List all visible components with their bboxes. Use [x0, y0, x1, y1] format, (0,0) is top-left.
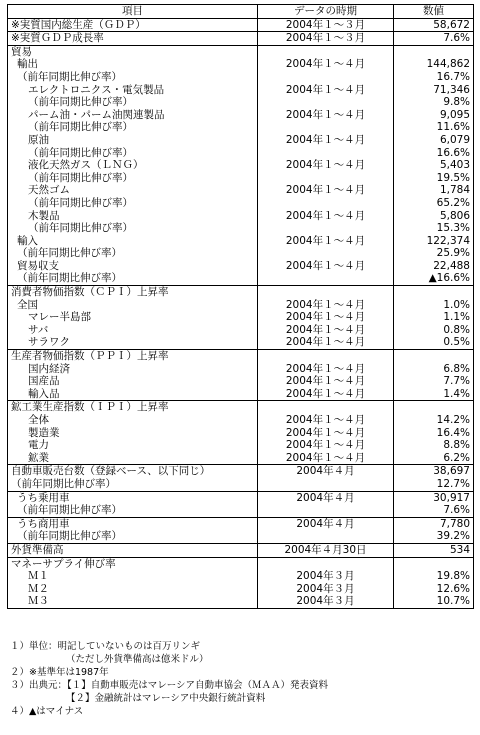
- row-label: （前年同期比伸び率）: [8, 222, 258, 235]
- table-header-row: [8, 5, 474, 19]
- row-period: 2004年１～４月: [258, 109, 394, 122]
- row-label: （前年同期比伸び率）: [8, 272, 258, 285]
- row-label: （前年同期比伸び率）: [8, 172, 258, 185]
- table-row: [8, 324, 474, 337]
- row-value: 19.8%: [394, 570, 474, 583]
- row-period: [258, 172, 394, 185]
- row-period: 2004年４月: [258, 491, 394, 504]
- row-value: 7.6%: [394, 32, 474, 46]
- row-label: Ｍ３: [8, 595, 258, 608]
- table-row: [8, 32, 474, 46]
- row-period: [258, 247, 394, 260]
- table-row: [8, 363, 474, 376]
- table-row: [8, 18, 474, 32]
- row-value: 0.5%: [394, 336, 474, 349]
- table-row: [8, 159, 474, 172]
- row-label: エレクトロニクス・電気製品: [8, 84, 258, 97]
- row-period: [258, 286, 394, 299]
- row-value: [394, 401, 474, 414]
- row-value: [394, 45, 474, 58]
- footnote-minus: ４）▲はマイナス: [10, 706, 84, 717]
- table-row: [8, 247, 474, 260]
- row-value: 1.0%: [394, 299, 474, 312]
- row-period: 2004年１～３月: [258, 32, 394, 46]
- row-label: （前年同期比伸び率）: [8, 197, 258, 210]
- row-value: 1.4%: [394, 388, 474, 401]
- row-period: 2004年１～４月: [258, 84, 394, 97]
- footnote-unit: １）単位：明記していないものは百万リンギ: [10, 641, 201, 652]
- table-row: [8, 121, 474, 134]
- row-period: [258, 222, 394, 235]
- row-value: [394, 350, 474, 363]
- footnote-unit-exception: （ただし外貨準備高は億米ドル）: [66, 654, 209, 665]
- table-row: [8, 184, 474, 197]
- row-period: 2004年１～４月: [258, 414, 394, 427]
- table-row: [8, 222, 474, 235]
- row-label: 天然ゴム: [8, 184, 258, 197]
- row-label: 国産品: [8, 375, 258, 388]
- row-period: 2004年１～４月: [258, 427, 394, 440]
- row-label: （前年同期比伸び率）: [8, 247, 258, 260]
- footnotes: [10, 640, 470, 718]
- row-label: 輸入品: [8, 388, 258, 401]
- row-value: 58,672: [394, 18, 474, 32]
- table-row: [8, 452, 474, 465]
- row-value: 16.6%: [394, 147, 474, 160]
- row-label: 原油: [8, 134, 258, 147]
- row-period: [258, 147, 394, 160]
- row-period: [258, 272, 394, 285]
- row-label: うち乗用車: [8, 491, 258, 504]
- row-value: 11.6%: [394, 121, 474, 134]
- row-label: 鉱業: [8, 452, 258, 465]
- row-period: [258, 557, 394, 570]
- row-value: [394, 286, 474, 299]
- table-row: [8, 311, 474, 324]
- row-period: 2004年１～４月: [258, 134, 394, 147]
- row-value: 19.5%: [394, 172, 474, 185]
- row-label: 全体: [8, 414, 258, 427]
- row-period: 2004年１～４月: [258, 336, 394, 349]
- row-period: 2004年１～４月: [258, 235, 394, 248]
- row-period: [258, 530, 394, 543]
- table-row: [8, 583, 474, 596]
- row-value: 7,780: [394, 517, 474, 530]
- header-period: データの時期: [258, 5, 394, 19]
- table-row: [8, 336, 474, 349]
- row-value: 5,403: [394, 159, 474, 172]
- row-label: パーム油・パーム油関連製品: [8, 109, 258, 122]
- row-value: 8.8%: [394, 439, 474, 452]
- table-row: [8, 272, 474, 285]
- table-row: [8, 595, 474, 608]
- row-value: 9.8%: [394, 96, 474, 109]
- table-row: [8, 260, 474, 273]
- table-row: [8, 465, 474, 478]
- row-value: 15.3%: [394, 222, 474, 235]
- table-row: [8, 504, 474, 517]
- row-label: （前年同期比伸び率）: [8, 121, 258, 134]
- row-value: 9,095: [394, 109, 474, 122]
- row-label: サバ: [8, 324, 258, 337]
- row-label: Ｍ１: [8, 570, 258, 583]
- table-row: [8, 439, 474, 452]
- row-label: 鉱工業生産指数（ＩＰＩ）上昇率: [8, 401, 258, 414]
- table-body: [8, 18, 474, 608]
- row-label: ※実質ＧＤＰ成長率: [8, 32, 258, 46]
- table-row: [8, 147, 474, 160]
- row-value: 22,488: [394, 260, 474, 273]
- table-row: [8, 350, 474, 363]
- row-label: （前年同期比伸び率）: [8, 147, 258, 160]
- row-period: [258, 45, 394, 58]
- footnote-source-2: 【２】金融統計はマレーシア中央銀行統計資料: [66, 693, 266, 704]
- table-row: [8, 491, 474, 504]
- row-label: 全国: [8, 299, 258, 312]
- row-value: 10.7%: [394, 595, 474, 608]
- row-label: （前年同期比伸び率）: [8, 71, 258, 84]
- row-label: 輸入: [8, 235, 258, 248]
- table-row: [8, 543, 474, 557]
- row-period: [258, 197, 394, 210]
- economic-indicators-table: [7, 4, 474, 609]
- row-period: [258, 401, 394, 414]
- row-label: 貿易: [8, 45, 258, 58]
- row-label: 輸出: [8, 58, 258, 71]
- table-row: [8, 45, 474, 58]
- row-label: 木製品: [8, 210, 258, 223]
- footnote-base-year: ２）※基準年は1987年: [10, 667, 109, 678]
- row-period: 2004年１～４月: [258, 439, 394, 452]
- footnote-source-1: ３）出典元：【１】自動車販売はマレーシア自動車協会（ＭＡＡ）発表資料: [10, 680, 329, 691]
- table-row: [8, 388, 474, 401]
- table-row: [8, 427, 474, 440]
- row-period: 2004年１～４月: [258, 210, 394, 223]
- row-value: 1.1%: [394, 311, 474, 324]
- row-period: 2004年１～４月: [258, 58, 394, 71]
- row-period: 2004年１～４月: [258, 452, 394, 465]
- row-value: 65.2%: [394, 197, 474, 210]
- row-period: 2004年１～４月: [258, 311, 394, 324]
- row-label: 液化天然ガス（ＬＮＧ）: [8, 159, 258, 172]
- row-period: 2004年４月: [258, 465, 394, 478]
- table-row: [8, 299, 474, 312]
- row-period: 2004年３月: [258, 595, 394, 608]
- row-period: 2004年１～４月: [258, 375, 394, 388]
- row-period: 2004年１～４月: [258, 388, 394, 401]
- row-label: （前年同期比伸び率）: [8, 96, 258, 109]
- table-row: [8, 84, 474, 97]
- row-value: 38,697: [394, 465, 474, 478]
- table-row: [8, 414, 474, 427]
- table-row: [8, 58, 474, 71]
- row-value: 5,806: [394, 210, 474, 223]
- row-period: 2004年１～３月: [258, 18, 394, 32]
- table-row: [8, 109, 474, 122]
- table-row: [8, 375, 474, 388]
- row-label: （前年同期比伸び率）: [8, 504, 258, 517]
- row-label: 貿易収支: [8, 260, 258, 273]
- table-row: [8, 517, 474, 530]
- row-value: 14.2%: [394, 414, 474, 427]
- table-row: [8, 235, 474, 248]
- row-period: 2004年１～４月: [258, 159, 394, 172]
- row-label: （前年同期比伸び率）: [8, 530, 258, 543]
- row-value: [394, 557, 474, 570]
- row-period: 2004年１～４月: [258, 299, 394, 312]
- row-label: （前年同期比伸び率）: [8, 478, 258, 491]
- row-label: マネーサプライ伸び率: [8, 557, 258, 570]
- row-value: 71,346: [394, 84, 474, 97]
- row-period: 2004年１～４月: [258, 324, 394, 337]
- row-value: 144,862: [394, 58, 474, 71]
- table-row: [8, 570, 474, 583]
- row-label: Ｍ２: [8, 583, 258, 596]
- row-value: 16.4%: [394, 427, 474, 440]
- table-row: [8, 557, 474, 570]
- row-period: 2004年４月30日: [258, 543, 394, 557]
- row-period: [258, 350, 394, 363]
- row-period: [258, 504, 394, 517]
- row-label: ※実質国内総生産（ＧＤＰ）: [8, 18, 258, 32]
- row-period: [258, 121, 394, 134]
- row-value: 39.2%: [394, 530, 474, 543]
- table-row: [8, 478, 474, 491]
- row-period: 2004年３月: [258, 583, 394, 596]
- row-label: 自動車販売台数（登録ベース、以下同じ）: [8, 465, 258, 478]
- row-value: 16.7%: [394, 71, 474, 84]
- row-value: 1,784: [394, 184, 474, 197]
- row-value: 6.2%: [394, 452, 474, 465]
- table-row: [8, 71, 474, 84]
- table-row: [8, 210, 474, 223]
- row-label: 電力: [8, 439, 258, 452]
- row-value: 6.8%: [394, 363, 474, 376]
- table-row: [8, 530, 474, 543]
- row-period: 2004年３月: [258, 570, 394, 583]
- row-period: 2004年１～４月: [258, 184, 394, 197]
- row-value: 7.6%: [394, 504, 474, 517]
- table-row: [8, 401, 474, 414]
- row-label: サラワク: [8, 336, 258, 349]
- row-period: [258, 96, 394, 109]
- row-value: 12.7%: [394, 478, 474, 491]
- header-value: 数値: [394, 5, 474, 19]
- table-row: [8, 197, 474, 210]
- row-label: 消費者物価指数（ＣＰＩ）上昇率: [8, 286, 258, 299]
- row-value: 6,079: [394, 134, 474, 147]
- row-value: 0.8%: [394, 324, 474, 337]
- header-item: 項目: [8, 5, 258, 19]
- row-period: 2004年１～４月: [258, 363, 394, 376]
- row-label: 製造業: [8, 427, 258, 440]
- row-value: 12.6%: [394, 583, 474, 596]
- row-label: うち商用車: [8, 517, 258, 530]
- row-period: [258, 71, 394, 84]
- row-value: 122,374: [394, 235, 474, 248]
- row-value: 25.9%: [394, 247, 474, 260]
- row-value: 534: [394, 543, 474, 557]
- table-row: [8, 96, 474, 109]
- row-value: ▲16.6%: [394, 272, 474, 285]
- table-row: [8, 286, 474, 299]
- row-period: [258, 478, 394, 491]
- row-period: 2004年４月: [258, 517, 394, 530]
- row-value: 7.7%: [394, 375, 474, 388]
- table-row: [8, 134, 474, 147]
- row-label: 外貨準備高: [8, 543, 258, 557]
- row-value: 30,917: [394, 491, 474, 504]
- row-label: 生産者物価指数（ＰＰＩ）上昇率: [8, 350, 258, 363]
- row-period: 2004年１～４月: [258, 260, 394, 273]
- table-row: [8, 172, 474, 185]
- row-label: マレー半島部: [8, 311, 258, 324]
- row-label: 国内経済: [8, 363, 258, 376]
